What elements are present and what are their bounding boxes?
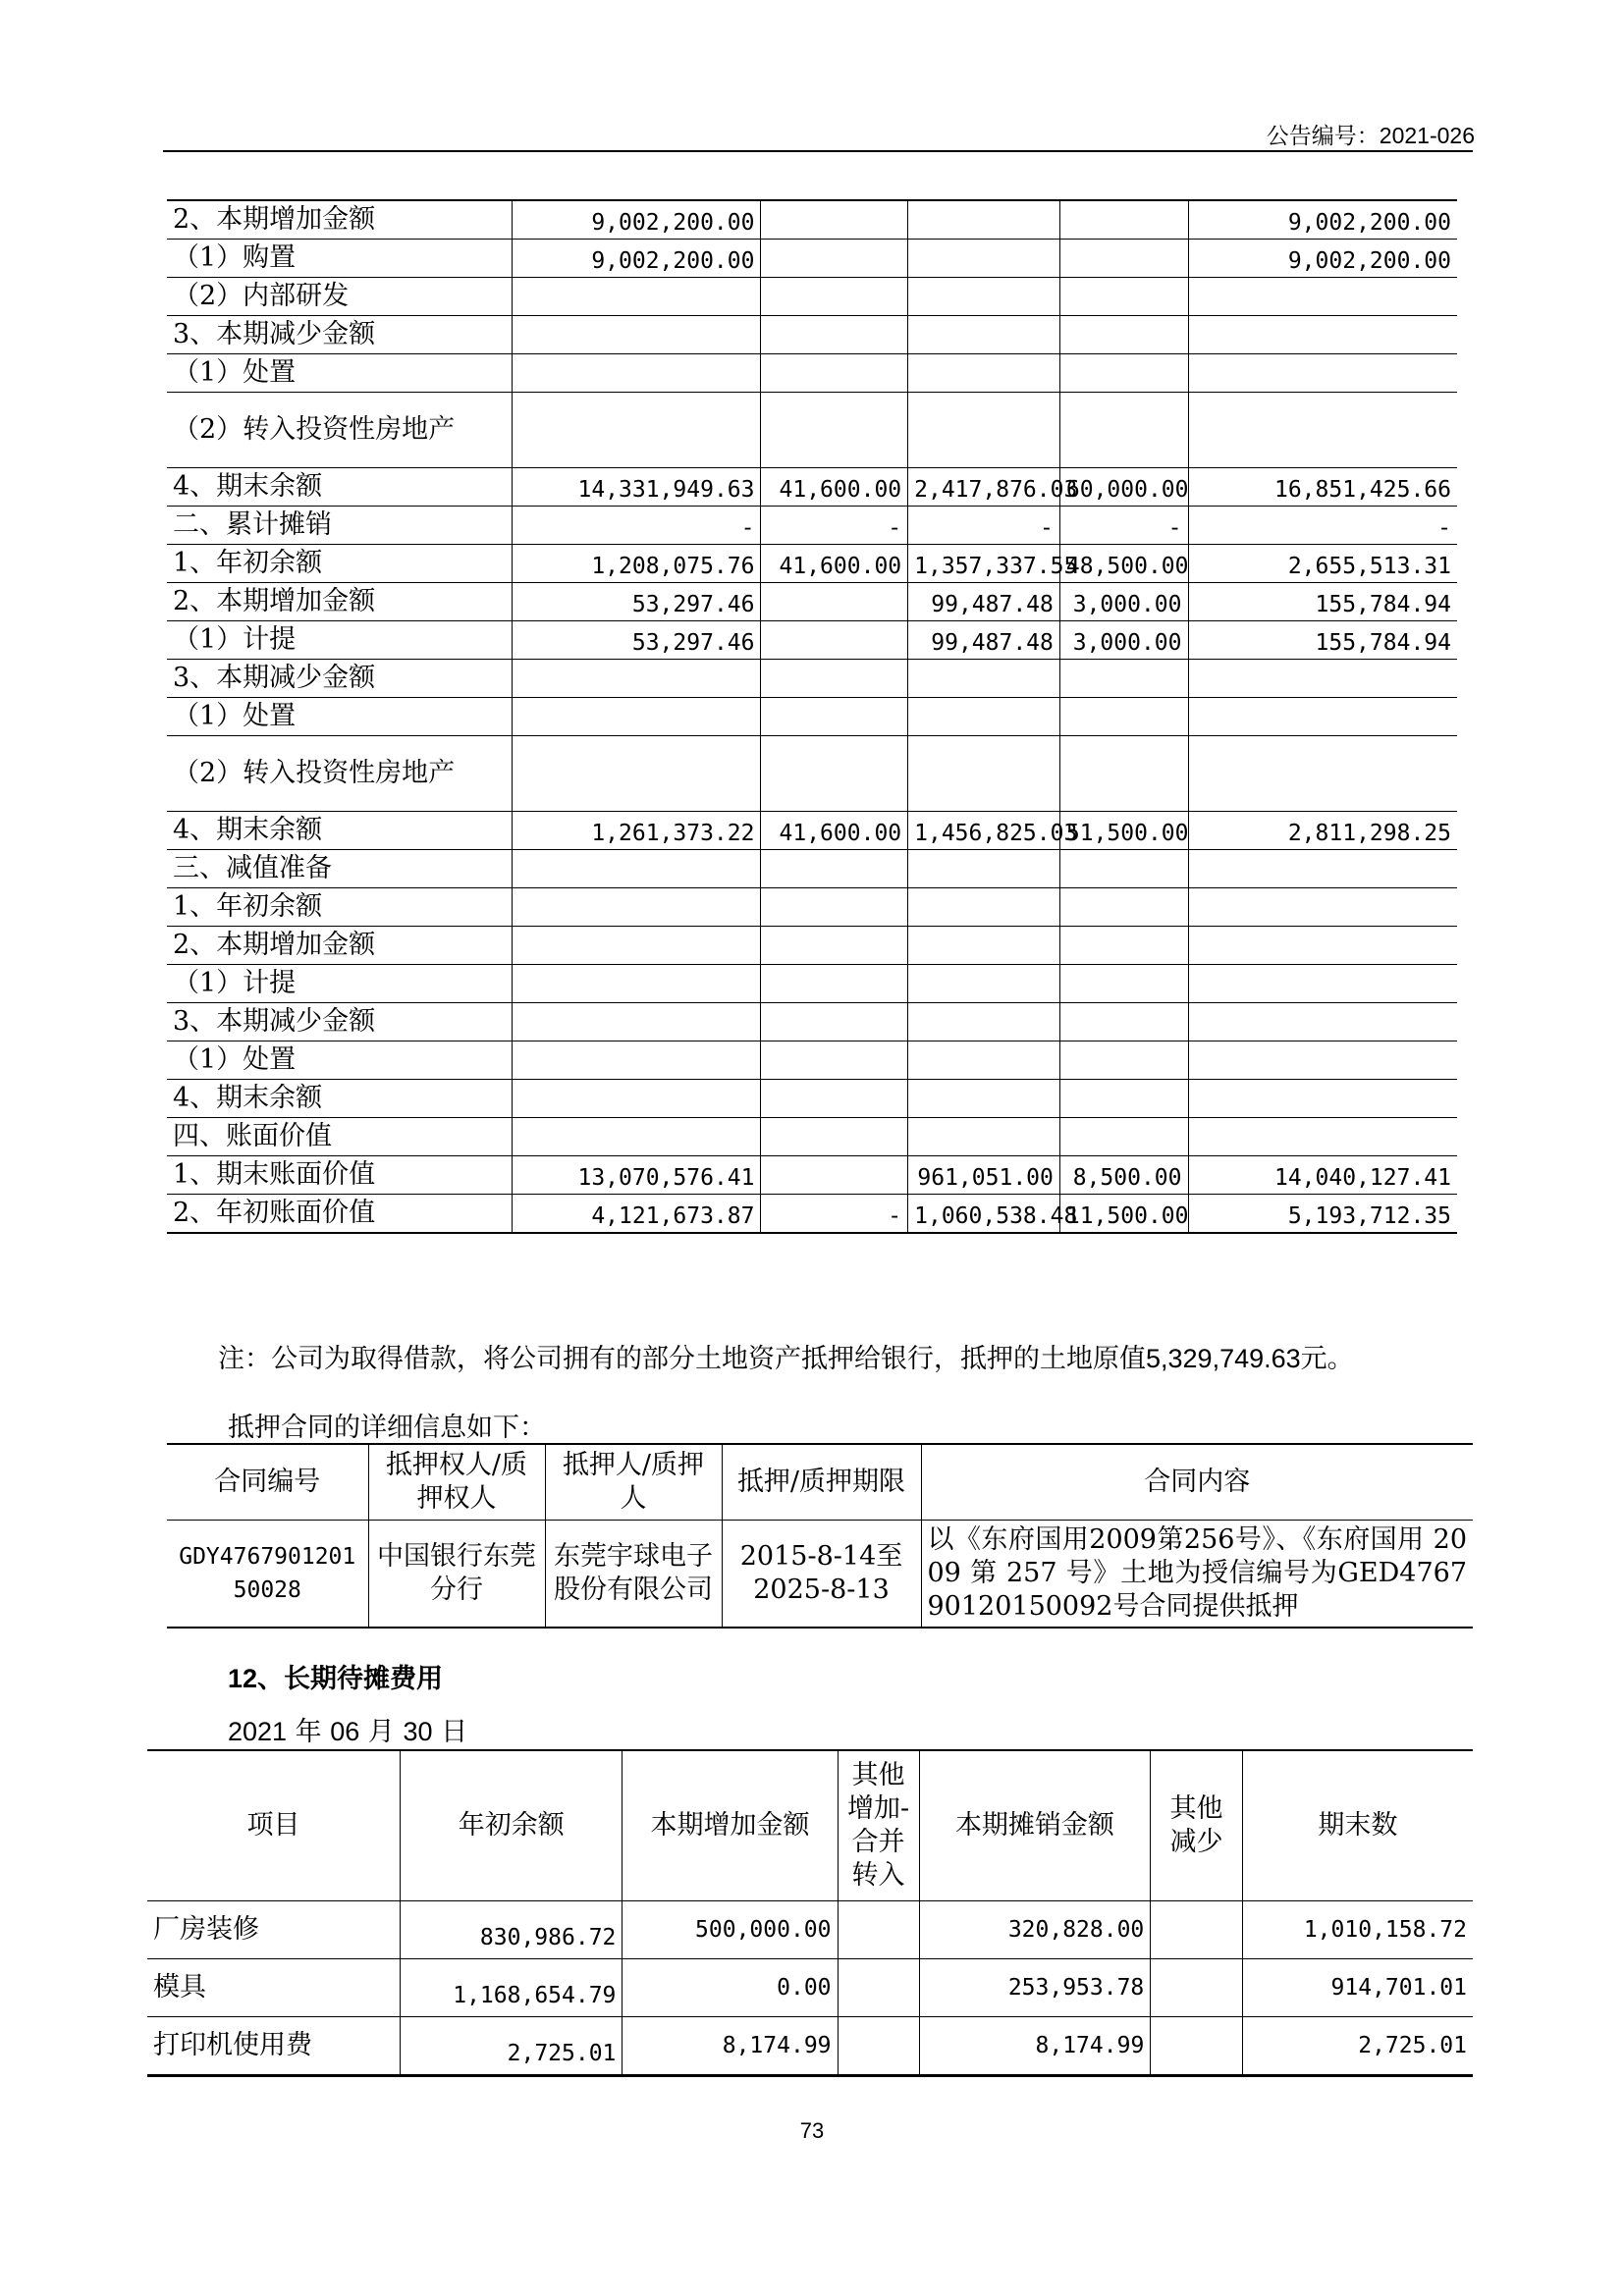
cell-other-inc (838, 2017, 919, 2076)
cell-c5: - (1188, 507, 1457, 545)
cell-c1: 53,297.46 (512, 583, 761, 621)
cell-c3 (908, 1041, 1060, 1080)
cell-other-dec (1151, 1901, 1242, 1959)
cell-c4 (1059, 1118, 1188, 1156)
table-row (167, 200, 1457, 240)
table-row (167, 1080, 1457, 1118)
cell-c4: - (1059, 507, 1188, 545)
mortgagor: 东莞宇球电子股份有限公司 (545, 1521, 722, 1629)
cell-closing: 914,701.01 (1242, 1959, 1473, 2017)
cell-c5 (1188, 1041, 1457, 1080)
cell-c2 (761, 888, 908, 927)
table-row (167, 278, 1457, 316)
page-number: 73 (799, 2118, 825, 2143)
announcement-number: 公告编号：2021-026 (1266, 123, 1475, 148)
cell-c3 (908, 1080, 1060, 1118)
cell-c5: 9,002,200.00 (1188, 240, 1457, 278)
row-label: 2、年初账面价值 (167, 1195, 512, 1234)
cell-c2 (761, 736, 908, 812)
cell-c3 (908, 393, 1060, 468)
cell-c3 (908, 278, 1060, 316)
cell-c4 (1059, 200, 1188, 240)
cell-c4 (1059, 1041, 1188, 1080)
row-label: 1、年初余额 (167, 888, 512, 927)
cell-c1 (512, 927, 761, 965)
cell-c4 (1059, 927, 1188, 965)
cell-c2 (761, 1156, 908, 1195)
cell-c2 (761, 1003, 908, 1041)
cell-c1 (512, 850, 761, 888)
cell-c5: 16,851,425.66 (1188, 468, 1457, 507)
table-row (167, 354, 1457, 393)
row-label: 4、期末余额 (167, 812, 512, 850)
cell-c4: 3,000.00 (1059, 583, 1188, 621)
cell-c1: - (512, 507, 761, 545)
cell-c1 (512, 316, 761, 354)
cell-c4: 3,000.00 (1059, 621, 1188, 660)
table-row (167, 240, 1457, 278)
header-increase: 本期增加金额 (623, 1750, 838, 1901)
table-row (167, 698, 1457, 736)
cell-c5 (1188, 736, 1457, 812)
cell-c5 (1188, 888, 1457, 927)
cell-amort: 320,828.00 (919, 1901, 1151, 1959)
row-label: （1）购置 (167, 240, 512, 278)
row-label: （1）计提 (167, 965, 512, 1003)
row-label: 2、本期增加金额 (167, 200, 512, 240)
cell-c3: 99,487.48 (908, 621, 1060, 660)
cell-item: 打印机使用费 (147, 2017, 401, 2076)
cell-c5: 14,040,127.41 (1188, 1156, 1457, 1195)
cell-c1 (512, 1003, 761, 1041)
cell-c4 (1059, 660, 1188, 698)
cell-c1 (512, 278, 761, 316)
cell-c2 (761, 583, 908, 621)
cell-amort: 8,174.99 (919, 2017, 1151, 2076)
cell-c2 (761, 1080, 908, 1118)
table-row (167, 507, 1457, 545)
cell-c1 (512, 888, 761, 927)
cell-c1: 1,208,075.76 (512, 545, 761, 583)
row-label: （1）处置 (167, 698, 512, 736)
date-year-char: 年 (295, 1717, 322, 1747)
contract-content: 以《东府国用2009第256号》、《东府国用 2009 第 257 号》土地为授信编号为GED476790120150092号合同提供抵押 (921, 1521, 1473, 1629)
cell-c3 (908, 200, 1060, 240)
cell-c4 (1059, 316, 1188, 354)
cell-item: 模具 (147, 1959, 401, 2017)
date-day: 30 (403, 1717, 433, 1746)
row-label: 3、本期减少金额 (167, 660, 512, 698)
table-row (167, 1195, 1457, 1234)
cell-c3 (908, 1003, 1060, 1041)
cell-closing: 1,010,158.72 (1242, 1901, 1473, 1959)
header-amortization: 本期摊销金额 (919, 1750, 1151, 1901)
cell-c5: 155,784.94 (1188, 621, 1457, 660)
cell-c3: 2,417,876.03 (908, 468, 1060, 507)
header-mortgagee: 抵押权人/质押权人 (368, 1444, 545, 1521)
header-mortgagor: 抵押人/质押人 (545, 1444, 722, 1521)
cell-c3: 961,051.00 (908, 1156, 1060, 1195)
cell-c3: 99,487.48 (908, 583, 1060, 621)
cell-c4: 60,000.00 (1059, 468, 1188, 507)
table-row (167, 393, 1457, 468)
intangible-assets-table (167, 199, 1457, 1234)
header-divider (163, 150, 1473, 152)
date-month: 06 (330, 1717, 360, 1746)
mortgagee: 中国银行东莞分行 (368, 1521, 545, 1629)
cell-c2 (761, 354, 908, 393)
cell-c3 (908, 965, 1060, 1003)
table-row (147, 2017, 1473, 2076)
row-label: 1、期末账面价值 (167, 1156, 512, 1195)
header-opening: 年初余额 (401, 1750, 623, 1901)
cell-c4: 51,500.00 (1059, 812, 1188, 850)
table-row (167, 736, 1457, 812)
row-label: （1）处置 (167, 1041, 512, 1080)
note-text: 注：公司为取得借款，将公司拥有的部分土地资产抵押给银行，抵押的土地原值 (218, 1344, 1146, 1374)
cell-c4 (1059, 698, 1188, 736)
table-row (167, 812, 1457, 850)
table-row (147, 1959, 1473, 2017)
cell-c5: 5,193,712.35 (1188, 1195, 1457, 1234)
cell-c2 (761, 621, 908, 660)
note-amount: 5,329,749.63 (1146, 1344, 1301, 1373)
cell-c2 (761, 927, 908, 965)
cell-c5 (1188, 354, 1457, 393)
row-label: 四、账面价值 (167, 1118, 512, 1156)
cell-c5: 155,784.94 (1188, 583, 1457, 621)
header-other-increase: 其他增加-合并转入 (838, 1750, 919, 1901)
table-row (167, 850, 1457, 888)
cell-c5 (1188, 1080, 1457, 1118)
table-row (147, 1901, 1473, 1959)
cell-c2 (761, 393, 908, 468)
cell-c2 (761, 660, 908, 698)
row-label: 三、减值准备 (167, 850, 512, 888)
cell-c1: 9,002,200.00 (512, 200, 761, 240)
cell-c4 (1059, 850, 1188, 888)
table-row (167, 1041, 1457, 1080)
table-row (167, 888, 1457, 927)
cell-c5 (1188, 965, 1457, 1003)
cell-c3 (908, 354, 1060, 393)
cell-c3 (908, 660, 1060, 698)
cell-c4 (1059, 240, 1188, 278)
table-row (167, 1521, 1473, 1629)
cell-c2: 41,600.00 (761, 812, 908, 850)
cell-c3 (908, 240, 1060, 278)
cell-c1 (512, 660, 761, 698)
cell-c3 (908, 850, 1060, 888)
cell-increase: 500,000.00 (623, 1901, 838, 1959)
long-term-prepaid-table (147, 1749, 1473, 2077)
cell-c4 (1059, 1080, 1188, 1118)
row-label: 4、期末余额 (167, 468, 512, 507)
cell-c5 (1188, 1003, 1457, 1041)
cell-c5: 9,002,200.00 (1188, 200, 1457, 240)
cell-c3 (908, 736, 1060, 812)
row-label: （2）转入投资性房地产 (167, 393, 512, 468)
cell-c5 (1188, 393, 1457, 468)
cell-c4: 48,500.00 (1059, 545, 1188, 583)
mortgage-contract-table (167, 1443, 1473, 1629)
cell-c1 (512, 354, 761, 393)
table-row (167, 316, 1457, 354)
cell-c5 (1188, 1118, 1457, 1156)
cell-c4 (1059, 278, 1188, 316)
date-month-char: 月 (367, 1717, 395, 1747)
cell-c1: 14,331,949.63 (512, 468, 761, 507)
cell-amort: 253,953.78 (919, 1959, 1151, 2017)
table-row (167, 583, 1457, 621)
header-closing: 期末数 (1242, 1750, 1473, 1901)
cell-c2: 41,600.00 (761, 545, 908, 583)
table-row (167, 1003, 1457, 1041)
row-label: 二、累计摊销 (167, 507, 512, 545)
cell-c1: 9,002,200.00 (512, 240, 761, 278)
cell-c1 (512, 736, 761, 812)
cell-increase: 8,174.99 (623, 2017, 838, 2076)
row-label: 1、年初余额 (167, 545, 512, 583)
cell-c3 (908, 698, 1060, 736)
cell-c3: 1,456,825.03 (908, 812, 1060, 850)
header-content: 合同内容 (921, 1444, 1473, 1521)
table-row (167, 545, 1457, 583)
cell-other-dec (1151, 2017, 1242, 2076)
mortgage-period: 2015-8-14至2025-8-13 (722, 1521, 921, 1629)
cell-other-inc (838, 1959, 919, 2017)
date-year: 2021 (228, 1717, 288, 1746)
header-item: 项目 (147, 1750, 401, 1901)
row-label: （2）内部研发 (167, 278, 512, 316)
mortgage-caption: 抵押合同的详细信息如下： (228, 1413, 546, 1443)
table-row (167, 468, 1457, 507)
cell-c5: 2,655,513.31 (1188, 545, 1457, 583)
cell-c2 (761, 200, 908, 240)
cell-c4: 11,500.00 (1059, 1195, 1188, 1234)
cell-c1: 13,070,576.41 (512, 1156, 761, 1195)
cell-c4 (1059, 965, 1188, 1003)
cell-c2: 41,600.00 (761, 468, 908, 507)
section-title: 12、长期待摊费用 (228, 1664, 444, 1693)
cell-c2 (761, 965, 908, 1003)
cell-c3 (908, 316, 1060, 354)
cell-c2: - (761, 1195, 908, 1234)
cell-c3 (908, 888, 1060, 927)
cell-opening: 1,168,654.79 (401, 1959, 623, 2017)
header-contract-no: 合同编号 (167, 1444, 368, 1521)
cell-c1 (512, 1118, 761, 1156)
row-label: （1）计提 (167, 621, 512, 660)
cell-other-inc (838, 1901, 919, 1959)
cell-c4: 8,500.00 (1059, 1156, 1188, 1195)
cell-c1 (512, 965, 761, 1003)
cell-c2 (761, 1041, 908, 1080)
cell-c3: - (908, 507, 1060, 545)
row-label: 2、本期增加金额 (167, 927, 512, 965)
cell-c5 (1188, 278, 1457, 316)
cell-c2 (761, 240, 908, 278)
table-row (167, 965, 1457, 1003)
cell-c2 (761, 850, 908, 888)
row-label: 2、本期增加金额 (167, 583, 512, 621)
row-label: （2）转入投资性房地产 (167, 736, 512, 812)
cell-c5 (1188, 850, 1457, 888)
row-label: 4、期末余额 (167, 1080, 512, 1118)
cell-c1 (512, 393, 761, 468)
cell-c3 (908, 1118, 1060, 1156)
cell-c2 (761, 1118, 908, 1156)
cell-c1: 53,297.46 (512, 621, 761, 660)
cell-c2 (761, 278, 908, 316)
cell-c5 (1188, 927, 1457, 965)
date-day-char: 日 (441, 1717, 468, 1747)
cell-c2 (761, 316, 908, 354)
cell-c5 (1188, 316, 1457, 354)
cell-c1 (512, 1080, 761, 1118)
mortgage-note (218, 1337, 1354, 1375)
cell-c4 (1059, 736, 1188, 812)
note-suffix: 元。 (1300, 1344, 1354, 1374)
cell-c3: 1,060,538.48 (908, 1195, 1060, 1234)
header-other-decrease: 其他减少 (1151, 1750, 1242, 1901)
header-period: 抵押/质押期限 (722, 1444, 921, 1521)
cell-c5: 2,811,298.25 (1188, 812, 1457, 850)
table-row (167, 1156, 1457, 1195)
cell-c4 (1059, 354, 1188, 393)
cell-c3 (908, 927, 1060, 965)
section-date (228, 1710, 467, 1748)
cell-closing: 2,725.01 (1242, 2017, 1473, 2076)
table-row (167, 927, 1457, 965)
table-row (167, 660, 1457, 698)
cell-c1 (512, 1041, 761, 1080)
row-label: 3、本期减少金额 (167, 316, 512, 354)
cell-c4 (1059, 393, 1188, 468)
cell-c2 (761, 698, 908, 736)
cell-c4 (1059, 1003, 1188, 1041)
cell-c5 (1188, 698, 1457, 736)
table-row (167, 621, 1457, 660)
cell-c1: 1,261,373.22 (512, 812, 761, 850)
cell-increase: 0.00 (623, 1959, 838, 2017)
cell-c4 (1059, 888, 1188, 927)
contract-no: GDY476790120150028 (167, 1521, 368, 1629)
table-header-row (147, 1750, 1473, 1901)
cell-c3: 1,357,337.55 (908, 545, 1060, 583)
cell-item: 厂房装修 (147, 1901, 401, 1959)
cell-opening: 830,986.72 (401, 1901, 623, 1959)
table-header-row (167, 1444, 1473, 1521)
cell-c1: 4,121,673.87 (512, 1195, 761, 1234)
cell-opening: 2,725.01 (401, 2017, 623, 2076)
cell-c1 (512, 698, 761, 736)
cell-other-dec (1151, 1959, 1242, 2017)
cell-c5 (1188, 660, 1457, 698)
row-label: （1）处置 (167, 354, 512, 393)
cell-c2: - (761, 507, 908, 545)
row-label: 3、本期减少金额 (167, 1003, 512, 1041)
table-row (167, 1118, 1457, 1156)
